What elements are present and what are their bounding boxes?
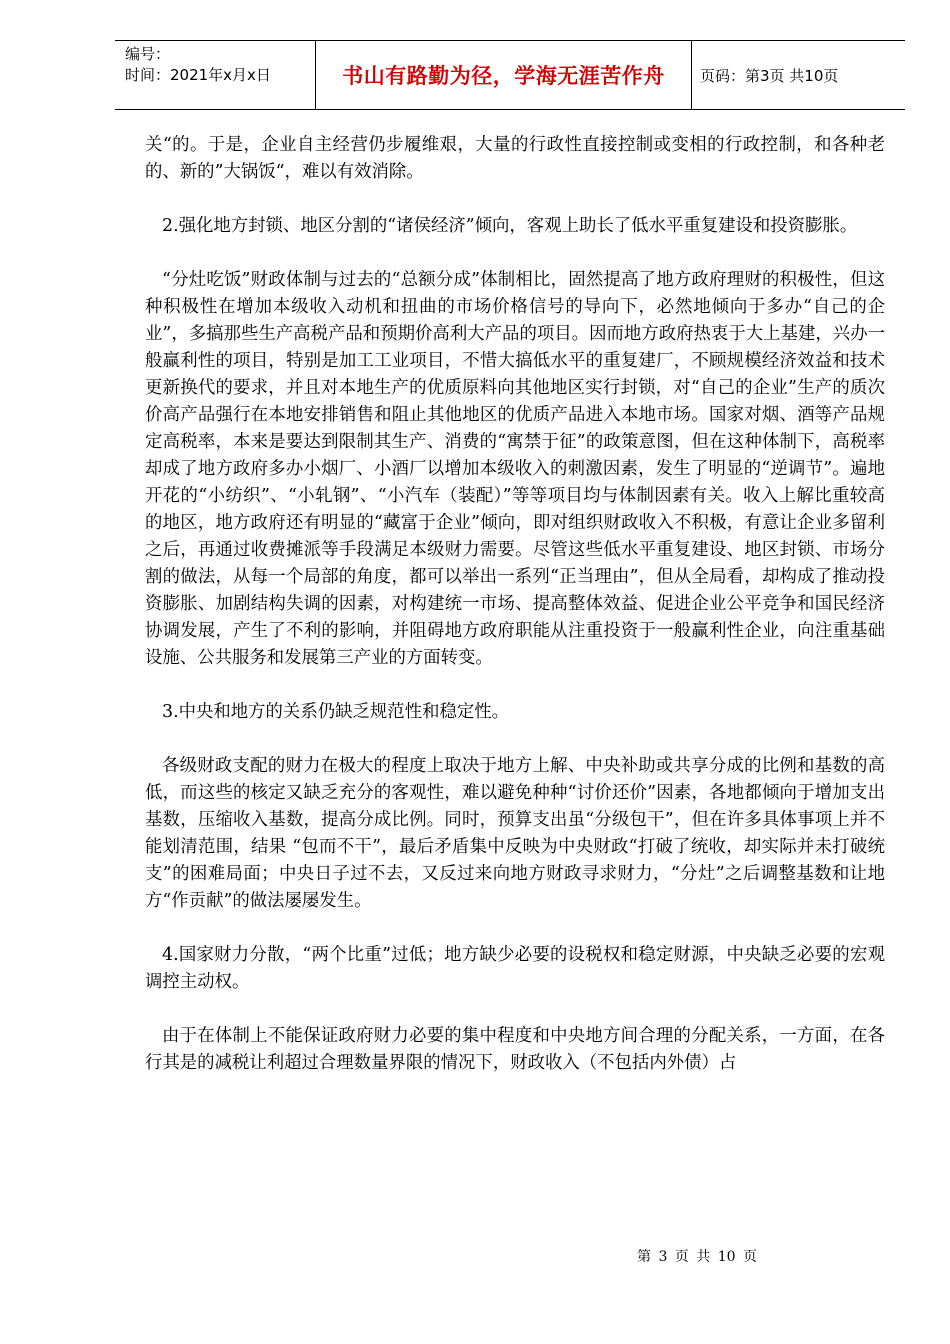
section-heading-2: 2.强化地方封锁、地区分割的“诸侯经济”倾向，客观上助长了低水平重复建设和投资膨胀。 [162,216,858,236]
paragraph: “分灶吃饭”财政体制与过去的“总额分成”体制相比，固然提高了地方政府理财的积极性，但这种积极性在增加本级收入动机和扭曲的市场价格信号的导向下，必然地倾向于多办“自己的企业”，多搞那些生产高税产品和预期价高利大产品的项目。因而地方政府热衷于大上基建，兴办一般赢利性的项目，特别是加工工业项目，不惜大搞低水平的重复建厂，不顾规模经济效益和技术更新换代的要求，并且对本地生产的优质原料向其他地区实行封锁，对“自己的企业”生产的质次价高产品强行在本地安排销售和阻止其他地区的优质产品进入本地市场。国家对烟、酒等产品规定高税率，本来是要达到限制其生产、消费的“寓禁于征”的政策意图，但在这种体制下，高税率却成了地方政府多办小烟厂、小酒厂以增加本级收入的刺激因素，发生了明显的“逆调节”。遍地开花的“小纺织”、“小轧钢”、“小汽车（装配）”等等项目均与体制因素有关。收入上解比重较高的地区，地方政府还有明显的“藏富于企业”倾向，即对组织财政收入不积极，有意让企业多留利之后，再通过收费摊派等手段满足本级财力需要。尽管这些低水平重复建设、地区封锁、市场分割的做法，从每一个局部的角度，都可以举出一系列“正当理由”，但从全局看，却构成了推动投资膨胀、加剧结构失调的因素，对构建统一市场、提高整体效益、促进企业公平竞争和国民经济协调发展，产生了不利的影响，并阻碍地方政府职能从注重投资于一般赢利性企业，向注重基础设施、公共服务和发展第三产业的方面转变。 [145,270,885,668]
header-motto: 书山有路勤为径，学海无涯苦作舟 [315,41,692,109]
paragraph: 各级财政支配的财力在极大的程度上取决于地方上解、中央补助或共享分成的比例和基数的高低，而这些的核定又缺乏充分的客观性，难以避免种种“讨价还价”因素，各地都倾向于增加支出基数，压缩收入基数，提高分成比例。同时，预算支出虽“分级包干”，但在许多具体事项上并不能划清范围，结果 “包而不干”，最后矛盾集中反映为中央财政“打破了统收，却实际并未打破统支”的困难局面；中央日子过不去，又反过来向地方财政寻求财力，“分灶”之后调整基数和让地方“作贡献”的做法屡屡发生。 [145,756,885,911]
paragraph: 由于在体制上不能保证政府财力必要的集中程度和中央地方间合理的分配关系，一方面，在各行其是的减税让利超过合理数量界限的情况下，财政收入（不包括内外债）占 [145,1026,885,1073]
paragraph-continued: 关“的。于是，企业自主经营仍步履维艰，大量的行政性直接控制或变相的行政控制，和各种老的、新的”大锅饭“，难以有效消除。 [145,135,885,182]
page-header [115,40,905,110]
document-number-label: 编号： [125,45,171,63]
page-footer: 第 3 页 共 10 页 [637,1249,757,1265]
header-meta [115,41,315,109]
document-time-label: 时间：2021年x月x日 [125,66,271,84]
document-body [145,132,885,1104]
header-page-label: 页码：第3页 共10页 [700,66,839,85]
section-heading-3: 3.中央和地方的关系仍缺乏规范性和稳定性。 [162,702,510,722]
section-heading-4: 4.国家财力分散，“两个比重”过低；地方缺少必要的设税权和稳定财源，中央缺乏必要的宏观调控主动权。 [145,945,885,992]
